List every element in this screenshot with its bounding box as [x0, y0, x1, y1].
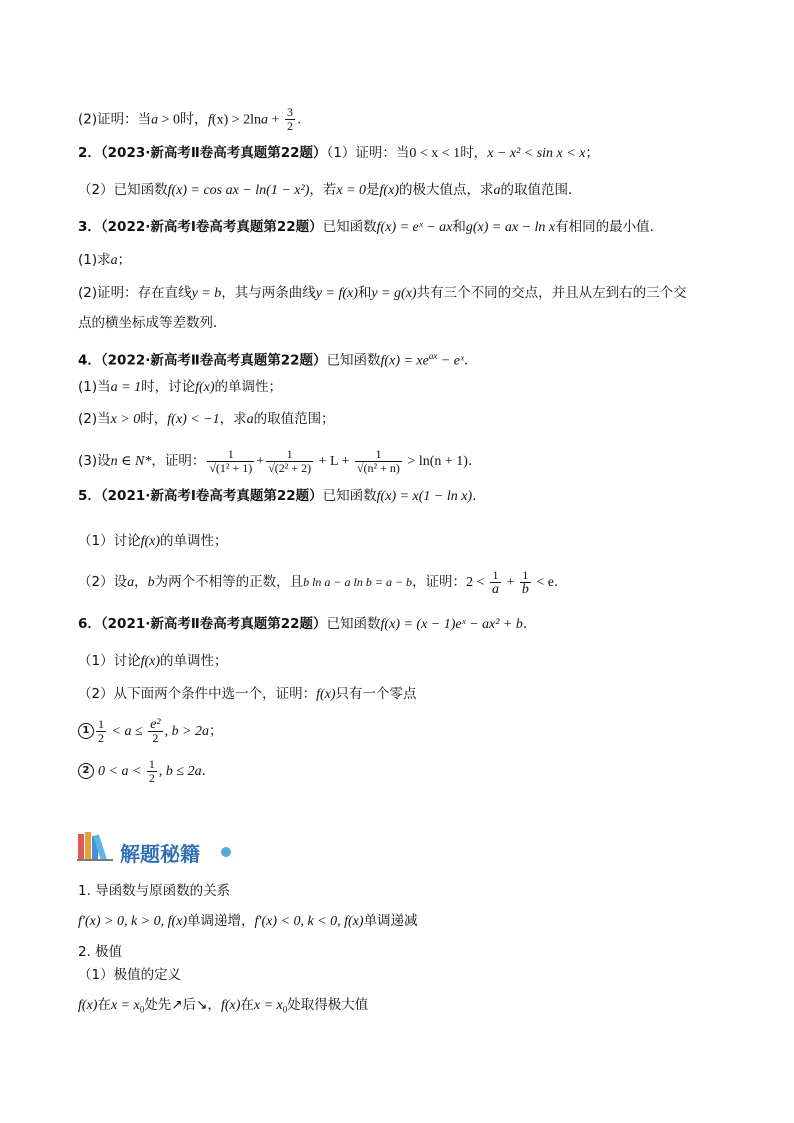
question-source: （2022·新高考Ⅰ卷高考真题第22题）: [100, 219, 323, 235]
denominator: 2: [286, 119, 293, 133]
numerator: 1: [490, 569, 501, 583]
question-number: 3．: [78, 219, 101, 235]
text: ．: [463, 352, 478, 369]
numerator: 1: [355, 448, 402, 462]
math: +: [268, 112, 283, 128]
math: f′(x) > 0, k > 0, f(x): [78, 914, 188, 929]
circled-number: 1: [78, 723, 94, 739]
q5-sub2: [78, 565, 558, 600]
fraction: [266, 448, 313, 475]
text: 只有一个零点: [335, 686, 417, 702]
math: b ln a − a ln b = a − b: [303, 575, 413, 589]
note-2-body: [78, 995, 368, 1020]
text: ；: [209, 723, 223, 739]
fraction: [520, 569, 531, 596]
text: 的单调性；: [160, 653, 228, 669]
q5-sub1: [78, 531, 228, 552]
math: x > 0: [110, 412, 141, 427]
text: ，其与两条曲线: [221, 285, 316, 301]
text: 时，: [460, 145, 488, 161]
text: 为两个不相等的正数，且: [154, 574, 304, 590]
denominator: b: [521, 581, 529, 597]
math: 0: [139, 1004, 145, 1015]
math: > 0时，: [158, 112, 209, 128]
q1-part2: [78, 106, 301, 133]
math: 0 < x < 1: [409, 146, 461, 161]
q3-line1: [78, 217, 663, 238]
text: 在: [97, 997, 111, 1013]
text: 在: [240, 997, 254, 1013]
text: (1)当: [78, 379, 111, 395]
text: 的单调性；: [160, 533, 228, 549]
fraction: [147, 758, 157, 785]
text: 的取值范围；: [253, 411, 335, 427]
math: y = b: [191, 286, 222, 301]
math: a: [493, 183, 501, 198]
section-title: 解题秘籍: [120, 842, 200, 866]
text: 处取得极大值: [287, 997, 369, 1013]
math: f(x) < −1: [167, 412, 220, 427]
math: a: [246, 412, 254, 427]
text: ，证明：: [151, 453, 206, 469]
text: 时，: [140, 411, 168, 427]
decorative-dot: [221, 847, 231, 857]
math: x = x: [110, 998, 140, 1013]
text: ；: [117, 252, 132, 268]
fraction: [355, 448, 402, 475]
text: 时，讨论: [141, 379, 196, 395]
note-1-body: [78, 911, 418, 932]
text: (2)当: [78, 411, 111, 427]
text: 有相同的最小值．: [555, 219, 664, 235]
math: , b ≤ 2a: [158, 764, 202, 779]
math: f(x): [140, 534, 161, 549]
q4-line1: [78, 346, 477, 372]
numerator: 1: [148, 756, 155, 771]
fraction: [490, 569, 501, 596]
q4-sub3: (3)设n ∈ N*，证明： $\frac{1}{\text{√(1² + 1)}}$ + $\frac{1}{\text{√(2² + 2)}}$ + L + $\frac{1}{\text{√(n² + n)}}$ > ln(n + 1)．: [78, 446, 482, 475]
text: 的单调性；: [214, 379, 283, 395]
note-1: [78, 881, 230, 901]
math: y = f(x): [315, 286, 358, 301]
math: f(x) = (x − 1)eˣ − ax² + b: [380, 617, 523, 632]
math: f(x) = cos ax − ln(1 − x²): [167, 183, 310, 198]
text: (1)求: [78, 252, 111, 268]
math: a = 1: [110, 380, 142, 395]
question-source: （2021·新高考Ⅰ卷高考真题第22题）: [100, 488, 323, 504]
denominator: a: [491, 581, 499, 597]
math: 0 < a <: [98, 764, 145, 779]
question-number: 5．: [78, 488, 101, 504]
text: （1）讨论: [78, 653, 141, 669]
text: 单调递减: [363, 913, 418, 929]
numerator: 1: [98, 716, 104, 731]
numerator: e²: [150, 716, 161, 732]
text: 的取值范围．: [500, 182, 582, 198]
math: a: [110, 253, 118, 268]
text: ．: [201, 763, 216, 779]
math: a: [261, 112, 269, 128]
math: f(x) = xe: [380, 353, 429, 369]
text: ，证明：: [412, 574, 467, 590]
q4-sub2: [78, 409, 335, 430]
text: .: [472, 488, 477, 504]
math: x = x: [253, 998, 283, 1013]
math: f(x): [316, 687, 336, 702]
text: （1）讨论: [78, 533, 141, 549]
math: n ∈ N*: [110, 454, 152, 469]
math: + L +: [315, 454, 353, 469]
denominator: √(2² + 2): [268, 460, 312, 475]
question-source: （2021·新高考Ⅱ卷高考真题第22题）: [100, 616, 327, 632]
math: < e: [532, 575, 554, 590]
note-2: [78, 942, 122, 962]
math: f(x): [379, 183, 399, 198]
text: ，求: [219, 411, 247, 427]
text: ，若: [309, 182, 337, 198]
fraction: [285, 106, 295, 133]
question-source: （2023·新高考Ⅱ卷高考真题第22题）: [100, 145, 327, 161]
text: 1. 导函数与原函数的关系: [78, 883, 231, 899]
math: y = g(x): [371, 286, 417, 301]
math: x − x² < sin x < x: [487, 146, 586, 161]
math: a: [127, 575, 135, 590]
text: 和: [357, 285, 372, 301]
math: +: [502, 575, 518, 590]
math: b: [147, 575, 155, 590]
math: a: [151, 112, 159, 128]
question-source: （2022·新高考Ⅱ卷高考真题第22题）: [100, 352, 327, 369]
q6-sub1: [78, 651, 228, 672]
text: （2）从下面两个条件中选一个，证明：: [78, 686, 317, 702]
math: f(x): [220, 998, 241, 1013]
note-2-1: [78, 965, 181, 985]
math: , b > 2a: [164, 724, 210, 739]
math: (x) > 2ln: [211, 112, 262, 128]
text: 是: [366, 182, 380, 198]
text: 和: [452, 219, 466, 235]
math: 2 <: [466, 575, 488, 590]
math: < a ≤: [108, 724, 147, 739]
numerator: 1: [207, 448, 254, 462]
denominator: 2: [152, 730, 159, 745]
text: 的极大值点，求: [398, 182, 494, 198]
books-icon: [76, 830, 116, 862]
text: (2)证明：存在直线: [78, 285, 192, 301]
text: 已知函数: [326, 352, 381, 369]
question-number: 6．: [78, 616, 101, 632]
text: .: [296, 111, 302, 128]
math: f(x): [140, 654, 161, 669]
q6-cond2: [78, 754, 215, 789]
math: 0: [282, 1004, 288, 1015]
text: （2）已知函数: [78, 182, 168, 198]
q6-sub2: [78, 684, 417, 705]
text: 点的横坐标成等差数列．: [78, 315, 227, 331]
text: .: [553, 574, 559, 590]
circled-number: 2: [78, 763, 94, 779]
math: ax: [428, 351, 438, 361]
text: 单调递增，: [187, 913, 255, 929]
numerator: 1: [520, 569, 531, 583]
q2-line2: [78, 180, 581, 201]
fraction: [96, 718, 106, 745]
numerator: 1: [266, 448, 313, 462]
text: （2）设: [78, 574, 128, 590]
q2-line1: [78, 143, 599, 164]
q6-cond1: [78, 714, 223, 749]
denominator: 2: [98, 730, 104, 745]
math: g(x) = ax − ln x: [465, 220, 556, 235]
text: .: [522, 616, 528, 632]
fraction: [148, 718, 162, 745]
text: ．: [467, 453, 482, 469]
math: f(x) = x(1 − ln x): [376, 489, 473, 504]
q6-line1: [78, 614, 527, 635]
text: 处先↗后↘，: [144, 997, 221, 1013]
text: ，: [134, 574, 148, 590]
math: > ln(n + 1): [403, 454, 468, 469]
fraction: [207, 448, 254, 475]
text: （1）证明：当: [326, 145, 410, 161]
text: 已知函数: [322, 219, 377, 235]
numerator: 3: [286, 105, 293, 119]
q4-sub1: [78, 377, 282, 398]
math: f(x): [195, 380, 215, 395]
math: − eˣ: [437, 353, 464, 369]
text: (2)证明：当: [78, 111, 152, 128]
question-number: 4．: [78, 352, 101, 369]
math: f′(x) < 0, k < 0, f(x): [254, 914, 364, 929]
text: (3)设: [78, 453, 111, 469]
q3-sub1: [78, 250, 131, 271]
math: x = 0: [336, 183, 367, 198]
text: 2. 极值: [78, 944, 123, 960]
q3-sub2: [78, 283, 687, 304]
q3-sub2-cont: [78, 313, 227, 333]
denominator: 2: [148, 770, 155, 785]
math: f(x): [78, 998, 98, 1013]
denominator: √(n² + n): [356, 460, 400, 475]
text: 已知函数: [322, 488, 377, 504]
denominator: √(1² + 1): [209, 460, 253, 475]
text: ；: [585, 145, 599, 161]
text: 已知函数: [326, 616, 381, 632]
question-number: 2．: [78, 145, 101, 161]
text: （1）极值的定义: [78, 967, 182, 983]
math: f(x) = eˣ − ax: [376, 220, 453, 235]
q5-line1: [78, 486, 476, 507]
text: 共有三个不同的交点，并且从左到右的三个交: [416, 285, 687, 301]
math: f: [208, 112, 212, 128]
